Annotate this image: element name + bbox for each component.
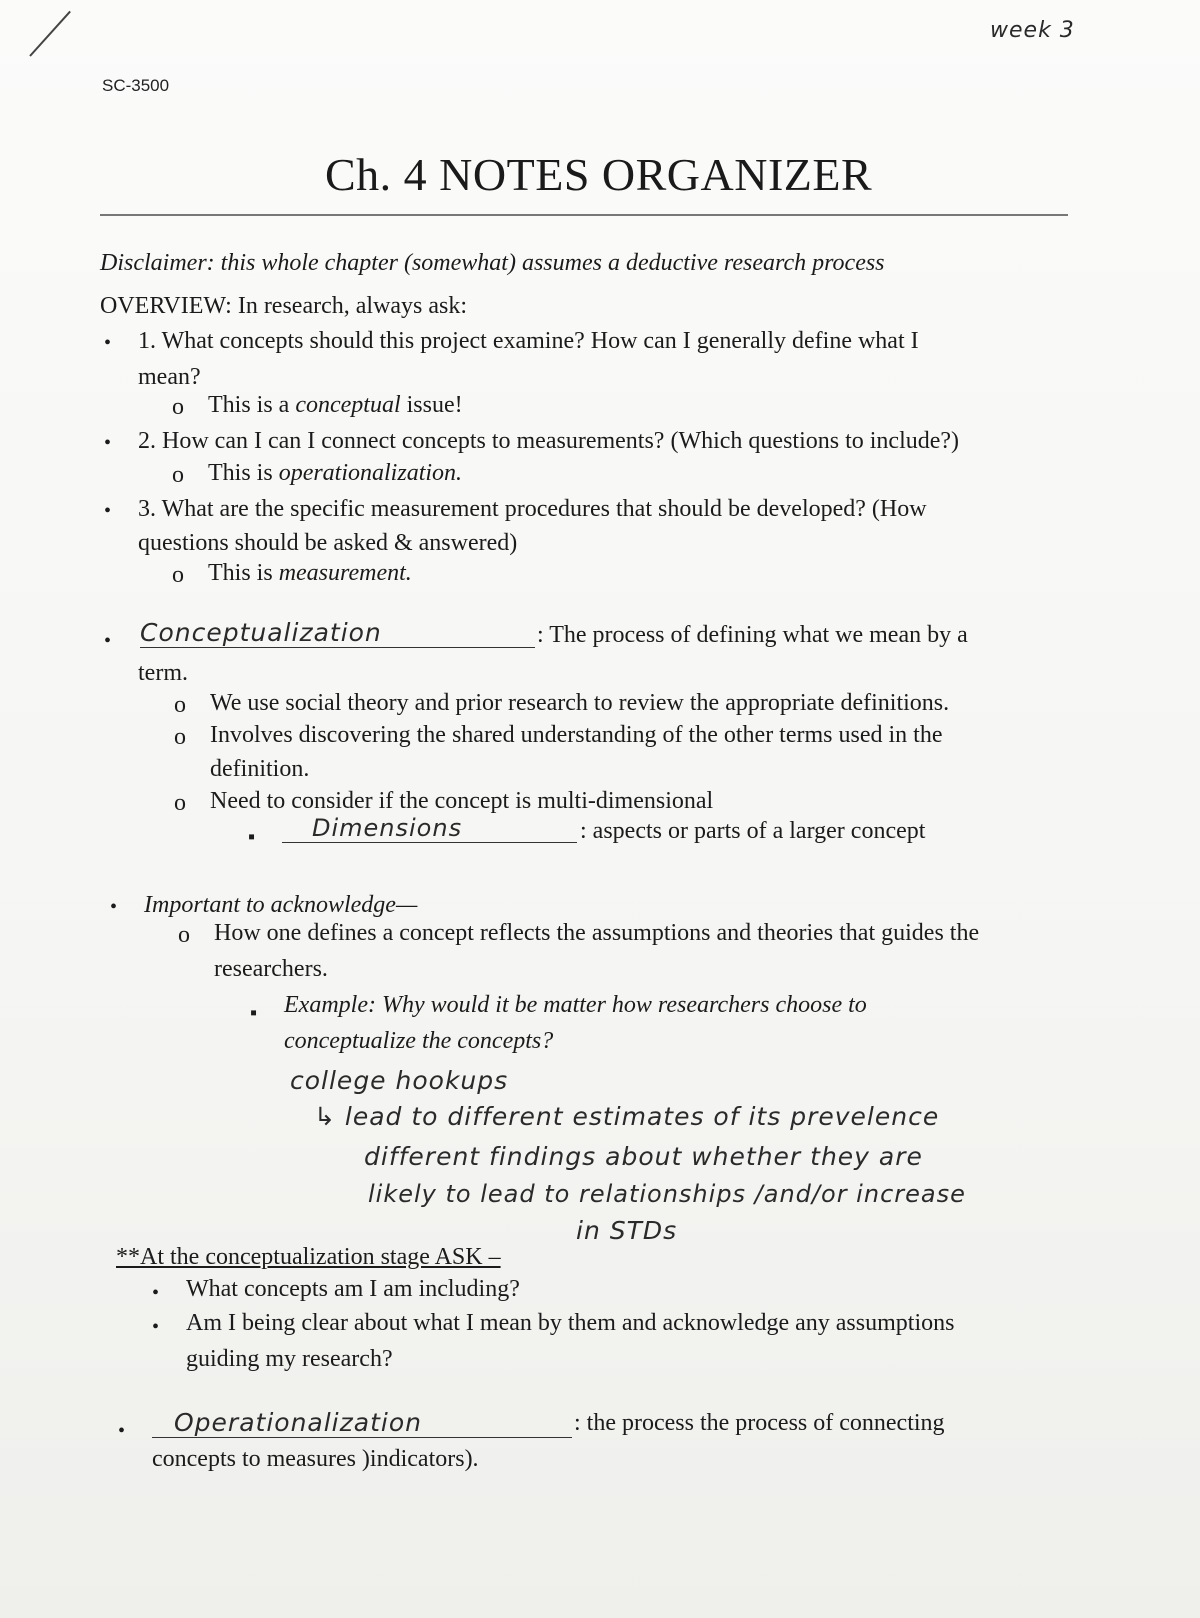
hand-note-5: in STDs <box>576 1216 678 1245</box>
operationalization-definition-line2: concepts to measures )indicators). <box>152 1446 479 1472</box>
circle-bullet-icon: o <box>178 922 190 948</box>
conceptualization-blank <box>140 618 535 648</box>
q3-sub-pre: This is <box>208 560 279 586</box>
conceptualization-answer: Conceptualization <box>140 618 535 648</box>
circle-bullet-icon: o <box>174 724 186 750</box>
overview-q1-sub <box>208 392 463 419</box>
circle-bullet-icon: o <box>172 394 184 420</box>
q1-sub-post: issue! <box>400 392 463 418</box>
overview-q3-sub <box>208 560 412 587</box>
conceptualization-point-1: We use social theory and prior research to review the appropriate definitions. <box>210 690 950 716</box>
conceptualization-definition: : The process of defining what we mean by a <box>537 622 968 648</box>
example-line1: Example: Why would it be matter how researchers choose to <box>284 992 867 1018</box>
page-title: Ch. 4 NOTES ORGANIZER <box>325 149 873 200</box>
title-divider <box>100 214 1068 216</box>
ask-item-1: What concepts am I am including? <box>186 1276 520 1302</box>
ask-heading: **At the conceptualization stage ASK – <box>116 1244 501 1270</box>
overview-q3-line1: 3. What are the specific measurement procedures that should be developed? (How <box>138 496 927 522</box>
conceptualization-point-3: Need to consider if the concept is multi-dimensional <box>210 788 714 814</box>
acknowledge-heading: Important to acknowledge— <box>144 892 418 918</box>
ask-item-2-cont: guiding my research? <box>186 1346 393 1372</box>
overview-heading: OVERVIEW: In research, always ask: <box>100 293 468 319</box>
hand-note-2: ↳ lead to different estimates of its prevelence <box>314 1102 940 1131</box>
example-line2: conceptualize the concepts? <box>284 1028 554 1054</box>
ask-item-2: Am I being clear about what I mean by them and acknowledge any assumptions <box>186 1310 955 1336</box>
bullet-icon: • <box>104 500 112 522</box>
pen-stroke-mark <box>29 11 71 57</box>
q2-sub-em: operationalization. <box>278 460 463 486</box>
bullet-icon: • <box>152 1316 160 1338</box>
hand-note-1: college hookups <box>290 1066 509 1095</box>
bullet-icon: • <box>104 432 112 454</box>
bullet-icon: • <box>118 1420 126 1442</box>
q3-sub-em: measurement. <box>278 560 412 586</box>
square-bullet-icon: ▪ <box>250 1002 258 1024</box>
hand-note-4: likely to lead to relationships /and/or increase <box>368 1180 966 1208</box>
bullet-icon: • <box>104 332 112 354</box>
conceptualization-point-2-cont: definition. <box>210 756 310 782</box>
dimensions-definition: : aspects or parts of a larger concept <box>580 818 926 844</box>
acknowledge-point-line2: researchers. <box>214 956 328 982</box>
dimensions-blank <box>282 814 577 843</box>
overview-q1-line1: 1. What concepts should this project examine? How can I generally define what I <box>138 328 919 354</box>
bullet-icon: • <box>104 630 112 652</box>
conceptualization-definition-line2: term. <box>138 660 188 686</box>
overview-q2-line1: 2. How can I can I connect concepts to measurements? (Which questions to include?) <box>138 428 960 454</box>
bullet-icon: • <box>152 1282 160 1304</box>
hand-note-3: different findings about whether they are <box>364 1142 923 1171</box>
conceptualization-point-2: Involves discovering the shared understanding of the other terms used in the <box>210 722 943 748</box>
q1-sub-pre: This is a <box>208 392 296 418</box>
circle-bullet-icon: o <box>172 562 184 588</box>
operationalization-answer: Operationalization <box>152 1408 572 1438</box>
circle-bullet-icon: o <box>174 790 186 816</box>
bullet-icon: • <box>110 896 118 918</box>
overview-q2-sub <box>208 460 462 487</box>
square-bullet-icon: ▪ <box>248 826 256 848</box>
overview-q3-line2: questions should be asked & answered) <box>138 530 518 556</box>
operationalization-definition: : the process the process of connecting <box>574 1410 945 1436</box>
dimensions-answer: Dimensions <box>282 814 577 843</box>
q2-sub-pre: This is <box>208 460 279 486</box>
operationalization-blank <box>152 1408 572 1438</box>
week-note: week 3 <box>990 18 1075 43</box>
acknowledge-point-line1: How one defines a concept reflects the assumptions and theories that guides the <box>214 920 980 946</box>
q1-sub-em: conceptual <box>295 392 401 418</box>
course-code: SC-3500 <box>102 76 170 95</box>
circle-bullet-icon: o <box>172 462 184 488</box>
overview-q1-line2: mean? <box>138 364 201 390</box>
circle-bullet-icon: o <box>174 692 186 718</box>
disclaimer-text: Disclaimer: this whole chapter (somewhat) assumes a deductive research process <box>100 250 885 276</box>
